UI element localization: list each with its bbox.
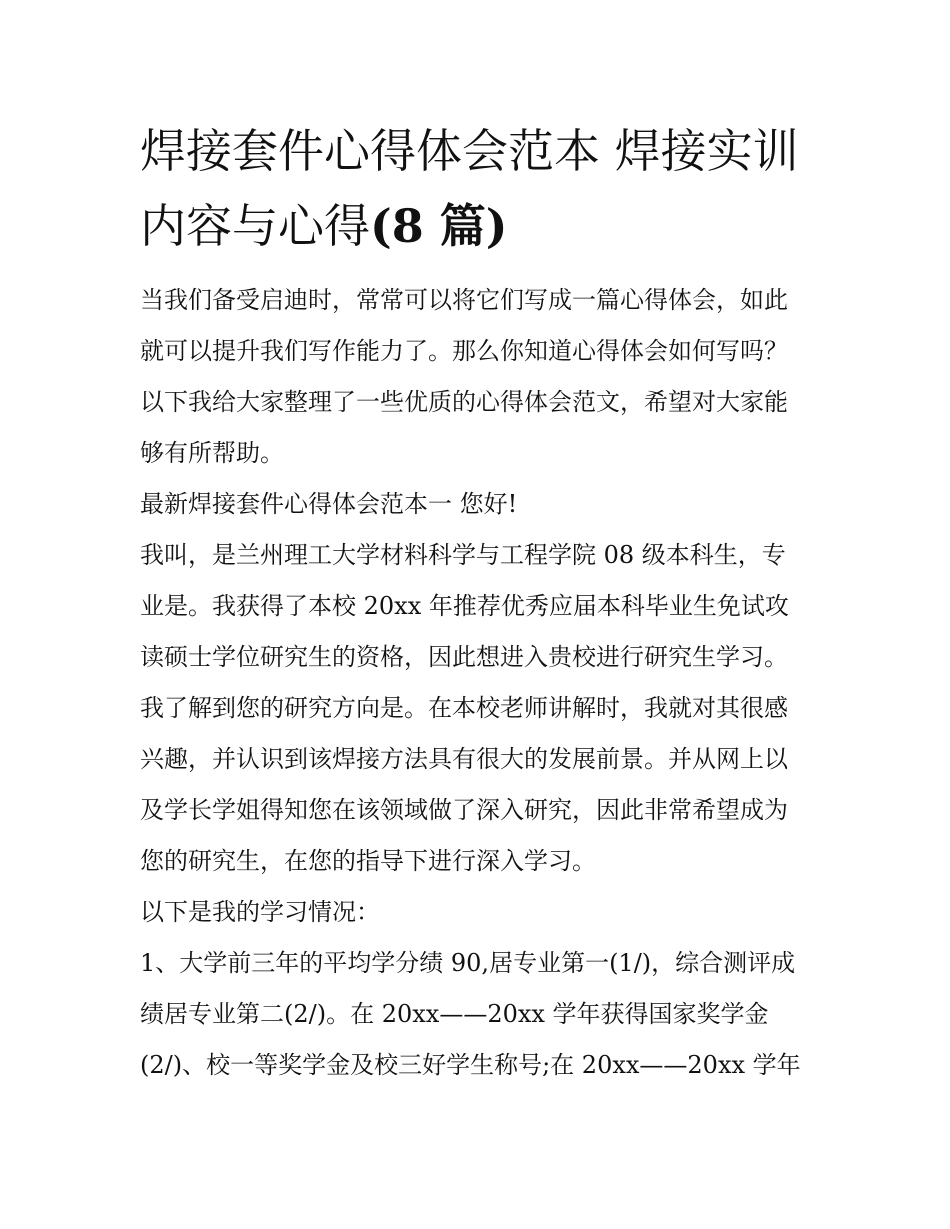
study-line: 绩居专业第二(2/)。在 20xx——20xx 学年获得国家奖学金 [140,1000,769,1028]
section-heading-paragraph [140,479,517,530]
body-line: 及学长学姐得知您在该领域做了深入研究，因此非常希望成为 [140,796,788,824]
study-paragraph [140,938,801,1091]
intro-line: 当我们备受启迪时，常常可以将它们写成一篇心得体会，如此 [140,286,788,314]
study-heading-paragraph [140,887,380,938]
intro-line: 够有所帮助。 [140,439,284,467]
body-line: 业是。我获得了本校 20xx 年推荐优秀应届本科毕业生免试攻 [140,592,789,620]
document-title-count: (8 篇) [370,199,508,253]
section-heading: 最新焊接套件心得体会范本一 您好! [140,490,518,518]
intro-paragraph [140,275,788,479]
body-line: 您的研究生，在您的指导下进行深入学习。 [140,847,596,875]
study-line: 1、大学前三年的平均学分绩 90,居专业第一(1/)，综合测评成 [140,949,796,977]
study-heading: 以下是我的学习情况： [140,898,380,926]
body-line: 读硕士学位研究生的资格，因此想进入贵校进行研究生学习。 [140,643,788,671]
study-line: (2/)、校一等奖学金及校三好学生称号;在 20xx——20xx 学年 [140,1051,801,1079]
body-line: 我叫，是兰州理工大学材料科学与工程学院 08 级本科生，专 [140,541,786,569]
intro-line: 以下我给大家整理了一些优质的心得体会范文，希望对大家能 [140,388,788,416]
body-paragraph [140,530,789,887]
body-line: 我了解到您的研究方向是。在本校老师讲解时，我就对其很感 [140,694,788,722]
intro-line: 就可以提升我们写作能力了。那么你知道心得体会如何写吗？ [140,337,788,365]
body-line: 兴趣，并认识到该焊接方法具有很大的发展前景。并从网上以 [140,745,788,773]
document-title [140,114,820,264]
document-title-main: 焊接套件心得体会范本 焊接实训内容与心得 [140,124,799,253]
